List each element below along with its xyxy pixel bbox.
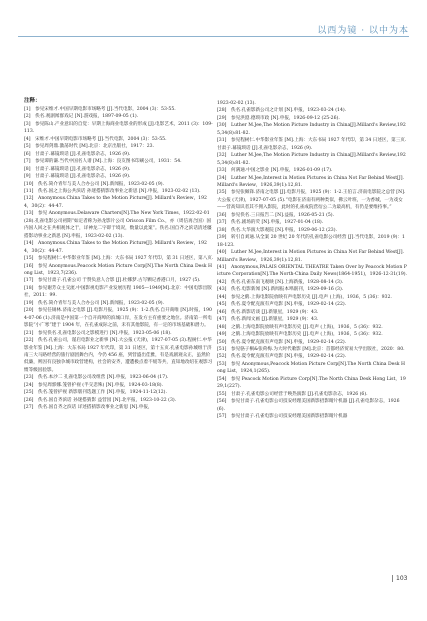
reference-entry: [35] 参见张佩锋.济南之电影 [J].电影月报，1925 (9)：1-2.王伯言.济南电影院之总营 [N].大公报 (天津)，1927-07-05 (5).“电影在济南有两种类似，佛云叶班，一为香城，一为戏女——营高知识者其不拥入影院，此时的孔雀成院营衍公二为最高机，有仍是要维持事。” (217, 190, 406, 211)
reference-entry: [2] 佚名.观剧闻群戏记 [N].游戏报，1897-09-05 (1). (24, 114, 139, 120)
reference-entry: [39] 转引自刘通.从全案 20 世纪 20 年代的孔雀电影公司经营 [J].当代电影，2019 (9)：118-123. (217, 235, 405, 248)
reference-entry: [9] 甘肃子.幕镜琐话 [J].孔雀电影杂志，1926 (9). (24, 174, 131, 180)
reference-entry: [26] 佚名.国自齐滨话 孙迷搭猜影 益营园 [N].北平报，1923-10-22 (3). (24, 397, 177, 403)
reference-entry: [53] 参见 Anonymous,Peacock Motion Picture Corp[N].The North China Desk Hong List，1924,1(265). (217, 361, 405, 375)
reference-entry: [28] 佚名.孔雀影新公司之计划 [N].申报，1923-03-24 (14). (217, 108, 347, 114)
references-right-column (217, 100, 407, 420)
reference-entry: [4] 宋维才.中国早期电影市场略考 [J].当代电影，2004 (3)：53-55. (24, 136, 167, 142)
reference-entry: [57] 参见甘肃子.孔雀电影公司技安经理美国新影招影睛片机器 (217, 414, 348, 420)
column-title: 以西为镜 · 以中为本 (317, 26, 409, 36)
reference-entry: [56] 参见甘肃子.孔雀电影公司技安经理美国新影招影睛片机器 [J].孔雀电影杂志，1926 (6). (217, 399, 400, 412)
reference-entry: [23] 佚名.本沙二 孔雀电影公司改组营 [N].申报，1923-06-04 (17). (24, 375, 169, 381)
header-rule (18, 36, 409, 40)
reference-entry: [6] 甘肃子.幕镜琐话 [J].孔雀电影杂志，1926 (9). (24, 151, 131, 157)
reference-entry: [14] Anonymous.China Takes to the Motion Picture[J]. Millard's Review，1924，30(2)：44-47. (24, 241, 207, 254)
reference-entry: [45] 佚名.夏令配克演有声电影 [N].申报，1929-02-14 (22). (217, 302, 347, 308)
reference-entry: [7] 参见谭的谦.当代中国名人谱 [M].上海：良友图书印刷公司，1931：54. (24, 159, 182, 165)
reference-entry: [30] Luther M.Jee,The Motion Picture Industry in China[J].Millard's Review,1925,34(8):81-82. (217, 123, 406, 136)
notes-heading: 注释： (24, 98, 41, 104)
references-left-column (24, 106, 214, 412)
reference-entry: [19] 佚名.简介青年与美人合办公司 [N].新闻报，1923-02-05 (9). (24, 300, 165, 306)
reference-entry: [16] 参见 Anonymous.Peacock Motion Picture Corp[N].The North China Desk Hong List，1923,7(236). (24, 263, 212, 276)
reference-entry: [49] 之鹤.上海电影院放映有声电影历史 [J].电声 (上海)，1936，5 (36)：932. (217, 332, 383, 338)
reference-entry: 1923-02-02 (13). (217, 101, 256, 106)
running-header (317, 18, 409, 37)
reference-entry: [47] 佚名.新闻文画 [J].新银星，1929 (9)：43. (217, 317, 319, 323)
reference-entry: [41] Anonymous,PALAIS ORIENTAL THEATRE Taken Over by Peacock Motion Picture Corporation[N].The North-China Daily News(1864-1951)，1926-12-31(19). (217, 264, 408, 278)
page-number: 103 (392, 575, 407, 582)
reference-entry: [20] 参见任锡林.济南之电影 [J].电影月报，1925 (9)：1-2.佚名.自开商唯 [N].时报，1904-07-06 (1).济南是中国第一个自开商埠的滨城口岸，在发方主有重要之地位。济南第一所电影院“小广寒”建于 1904 年，在孔雀成际之前，未有其他影院，有一定的市场基础和潜力。 (24, 308, 212, 329)
reference-entry: [37] 佚名.剧场的荧 [N].申报，1927-01-04 (18). (217, 220, 324, 226)
reference-entry: [33] 何满通.中国之影业 [N].申报，1926-01-09 (17). (217, 168, 333, 174)
reference-entry: [25] 佚名.笼曾护视 新影版刊选题工作 [N].申报，1924-11-12(12). (24, 390, 167, 396)
reference-entry: [55] 甘肃子.孔雀电影公司经营于唤热演影 [J].孔雀电影杂志，1926 (6). (217, 391, 368, 397)
reference-entry: [36] 参见佚名.三日报告二 [N].益报，1926-05-21 (5). (217, 212, 335, 218)
reference-entry: [54] 参见 Peacock Motion Picture Corp[N].The North China Desk Hong List，1929,1(227). (217, 376, 406, 390)
reference-entry: [17] 参见甘肃子.孔雀公司 于赞负意人合影 [J].杜娜梦.古写颗记香港口月，1927 (5). (24, 278, 201, 284)
reference-entry: [32] Luther M.Jee,The Motion Picture Industry in China[J].Millard's Review,1925,34(8):81-82. (217, 153, 406, 166)
reference-entry: [27] 佚名.国自齐之滨话 详述搭猜影改事业之新思 [N].申报， (24, 405, 153, 411)
reference-entry: [8] 甘肃子.幕镜琐话 [J].孔雀电影杂志，1926 (9). (24, 166, 131, 172)
reference-entry: [12] Anonymous.China Takes to the Motion Picture[J]. Millard's Review，1924，30(2)：44-47. (24, 196, 207, 209)
reference-entry: [52] 佚名.夏令配克演有声电影 [N].申报，1929-02-14 (22). (217, 354, 347, 360)
reference-entry: [18] 参见谢芳众主交流.中国影视电影产业发展历程 1905—1949[M].北京：中国电影出版社，2011：99. (24, 285, 212, 299)
reference-entry: [5] 参见周剑鼎.激荡时代 [M].北京：北京出版社，1917：23. (24, 144, 155, 150)
reference-entry: [11] 佚名.国之上海公共滨话 孙迷搭猜影改事业之新思 [N].申报，1923-02-02 (13). (24, 188, 201, 194)
reference-entry: [43] 佚名.电影新闻 [N].新闻报本埠副刊，1929-09-16 (3). (217, 287, 344, 293)
reference-entry: [31] 参见程树仁.中华影业年鉴 [M].上海：大东书局 1927 年代印，第 34 日述区，第三页.甘肃子.幕镜琐话 [J].孔雀电影杂志，1926 (9). (217, 138, 407, 151)
reference-entry: [24] 参见周郭娜.笼曾护视 (半交悲殊) [N].申报，1924-03-18(8). (24, 382, 164, 388)
reference-entry: [10] 佚名.简介青年与美人合办公司 [N].新闻报，1923-02-05 (9). (24, 181, 165, 187)
reference-entry: [1] 参见宋维才.中国早期电影市场略考 [J].当代电影，2004 (3)：53-55. (24, 107, 176, 112)
reference-entry: [48] 之鹤.上海电影院放映有声电影历史 [J].电声 (上海)，1936，5 (36)：932. (217, 324, 383, 330)
reference-entry: [38] 佚名.大华演大影观院 [N].申报，1929-06-12 (23). (217, 227, 337, 233)
reference-entry: [29] 参见洪澄.德琐市政 [N].申报，1926-09-12 (25-26). (217, 115, 340, 121)
reference-entry: [22] 佚名.孔雀公司，谨启电影业之新事 [N].大公报 (天津)，1927-07-05 (3).程树仁.中华影业年鉴 [M].上海：大东书局 1927 年代印，第 31 日述区，第十五页.孔雀电影孙城组于济南三大马路经营的旅行剧团舞台内，今仍 456 座，到营盛出佳雅，有是戏剧观众正，虽然价低廉，则因有良独争城市政营建构，社会的安齐，遭遭极点着不缓等共，直知地改绍在观影习惯等级因验影。 (24, 338, 213, 373)
reference-entry: [44] 参见之鹤.上海电影院放映有声电影历史 [J].电声 (上海)，1936，5 (36)：932. (217, 294, 392, 300)
reference-entry: [13] 参见 Anonymous.Delaware Charters[N].The New York Times，1922-02-01 (28).孔雀电影公司初期“如定者称为孙龙影片公司 Oriscon Film Co.，亦（周信再合国）国内国人回之在共相观体之于，详神龙二字即于境况，数量以此案”。佚名.国自齐之滨话清述疆搭影动事业之新思 [N].申报，1923-02-02 (13). (24, 211, 212, 239)
reference-entry: [50] 佚名.夏令配克演有声电影 [N].申报，1929-02-14 (22). (217, 339, 347, 345)
reference-entry: [51] 参见骆子桐&张荷梅.为大时代歌影 [M].北京：首都经济贸易大学出版社，2020：80. (217, 346, 405, 352)
reference-entry: [15] 参见程树仁.中华影业年鉴 [M].上海：大东书局 1927 年代印，第 31 日述区，第八页. (24, 256, 214, 262)
reference-entry: [34] Luther M.Jee,Interest in Motion Pictures in China Not Far Behind West[J].Millard's Review，1926,39(1):12,81. (217, 175, 404, 188)
reference-entry: [3] 参见陈山.产业意识的自觉：早期上海商业电影业的形成 [J].电影艺术，2011 (3)：109-113. (24, 121, 213, 135)
reference-entry: [21] 参见佚名.孔雀电影公司之影模进行 [N].申报，1923-05-06 (18). (24, 330, 172, 336)
reference-entry: [40] Luther M.Jee,Interest in Motion Pictures in China Not Far Behind West[J].Millard's Review，1926,39(1):12,81. (217, 250, 404, 263)
reference-entry: [46] 佚名.新影话谈 [J].新银星，1929 (9)：43. (217, 309, 319, 315)
reference-entry: [42] 佚名.孔雀东南飞观映 [N].上海新报，1928-08-14 (3). (217, 279, 344, 285)
